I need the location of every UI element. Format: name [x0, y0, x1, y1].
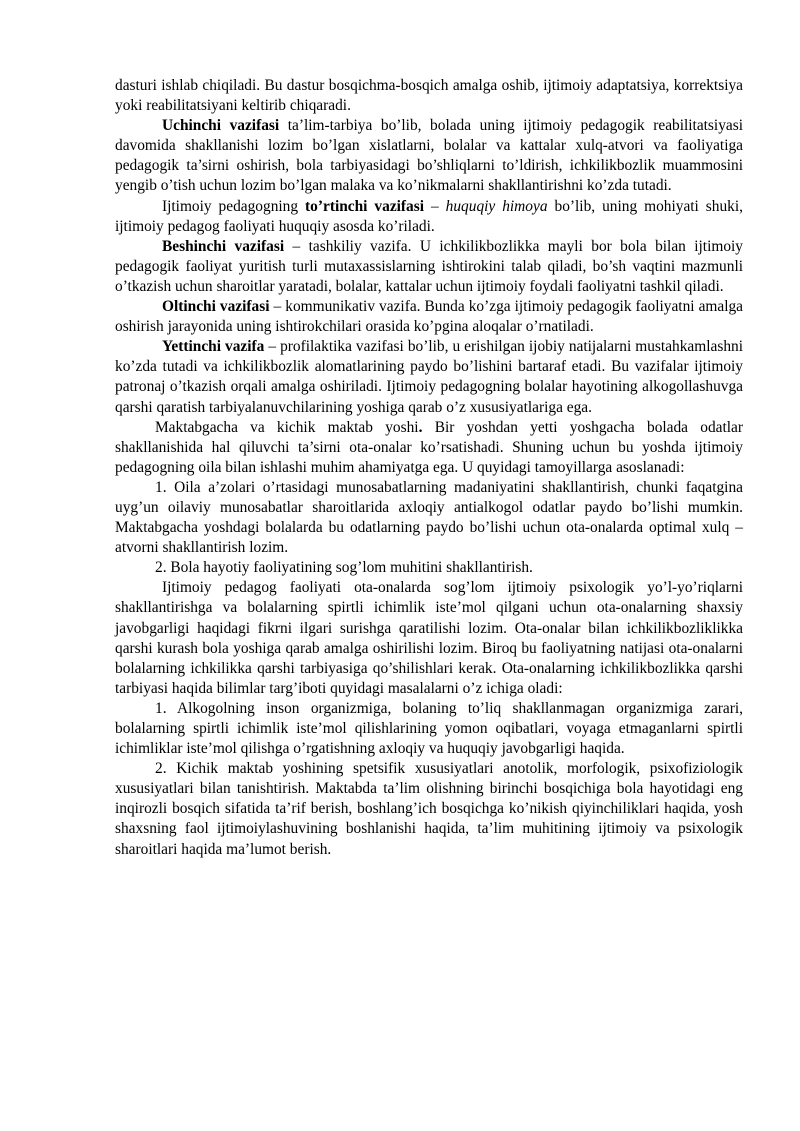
text-run: 2. Kichik maktab yoshining spetsifik xususiyatlari anotolik, morfologik, psixofiziologik xususiyatlari bilan tanishtirish. Maktabda ta’lim olishning birinchi bosqichiga bola hayotidagi eng inqirozli bosqich sifatida ta’rif berish, boshlang’ich bosqichga ko’nikish qiyinchiliklari haqida, yosh shaxsning faol ijtimoiylashuvining boshlanishi haqida, ta’lim muhitining ijtimoiy va psixologik sharoitlari haqida ma’lumot berish. — [115, 760, 743, 858]
paragraph — [115, 197, 743, 237]
paragraph — [115, 699, 743, 759]
paragraph — [115, 237, 743, 297]
text-run: 1. Alkogolning inson organizmiga, bolaning to’liq shakllanmagan organizmiga zarari, bolalarning spirtli ichimlik iste’mol qilishlarining yomon oqibatlari, voyaga etmaganlarni spirtli ichimliklar iste’mol qilishga o’rgatishning axloqiy va huquqiy javobgarligi haqida. — [115, 699, 743, 758]
paragraph — [115, 759, 743, 859]
paragraph — [115, 478, 743, 558]
paragraph — [115, 76, 743, 116]
paragraph — [115, 418, 743, 478]
text-run: 2. Bola hayotiy faoliyatining sog’lom muhitini shakllantirish. — [155, 559, 533, 577]
bold-text: . — [418, 418, 423, 436]
paragraph — [115, 578, 743, 699]
text-run: Ijtimoiy pedagog faoliyati ota-onalarda sog’lom ijtimoiy psixologik yo’l-yo’riqlarni shakllantirishga va bolalarning spirtli ichimlik iste’mol qilgani uchun ota-onalarning shaxsiy javobgarligi haqidagi fikrni ilgari surishga qaratilishi lozim. Ota-onalar bilan ichkilikbozliklikka qarshi kurash bola yoshiga qarab amalga oshirilishi lozim. Biroq bu faoliyatning natijasi ota-onalarni bolalarning ichkilikka qarshi tarbiyasiga qo’shilishlari kerak. Ota-onalarning ichkilikbozlikka qarshi tarbiyasi haqida bilimlar targ’iboti quyidagi masalalarni o’z ichiga oladi: — [115, 579, 743, 697]
text-run: Maktabgacha va kichik maktab yoshi — [155, 418, 419, 436]
italic-text: huquqiy himoya — [445, 197, 548, 215]
bold-text: Beshinchi vazifasi — [162, 237, 285, 255]
text-run: – profilaktika vazifasi bo’lib, u erishilgan ijobiy natijalarni mustahkamlashni ko’zda tutadi va ichkilikbozlik alomatlarining paydo bo’lishini bartaraf etadi. Bu vazifalar ijtimoiy patronaj o’tkazish orqali amalga oshiriladi. Ijtimoiy pedagogning bolalar hayotining alkogollashuvga qarshi qaratish tarbiyalanuvchilarining yoshiga qarab o’z xususiyatlariga ega. — [115, 338, 743, 416]
text-run: – kommunikativ vazifa. Bunda ko’zga ijtimoiy pedagogik faoliyatni amalga oshirish jarayonida uning ishtirokchilari orasida ko’pgina aloqalar o’rnatiladi. — [115, 298, 744, 336]
bold-text: Uchinchi vazifasi — [162, 117, 280, 135]
text-run: Ijtimoiy pedagogning — [162, 197, 306, 215]
text-run: dasturi ishlab chiqiladi. Bu dastur bosqichma-bosqich amalga oshib, ijtimoiy adaptatsiya, korrektsiya yoki reabilitatsiyani keltirib chiqaradi. — [115, 77, 743, 115]
text-run: – — [424, 197, 446, 215]
text-run: ta’lim-tarbiya bo’lib, bolada uning ijtimoiy pedagogik reabilitatsiyasi davomida shakllanishi lozim bo’lgan xislatlarni, bolalar va kattalar xulq-atvori va faoliyatiga pedagogik ta’sirni oshirish, bola tarbiyasidagi bo’shliqlarni to’ldirish, ichkilikbozlik muammosini yengib o’tish uchun lozim bo’lgan malaka va ko’nikmalarni shakllantirishni ko’zda tutadi. — [115, 117, 743, 195]
paragraph — [115, 337, 743, 417]
paragraph — [115, 116, 743, 196]
text-run: 1. Oila a’zolari o’rtasidagi munosabatlarning madaniyatini shakllantirish, chunki faqatgina uyg’un oilaviy munosabatlar sharoitlarida axloqiy antialkogol odatlar paydo bo’lishi mumkin. Maktabgacha yoshdagi bolalarda bu odatlarning paydo bo’lishi uchun ota-onalarda optimal xulq – atvorni shakllantirish lozim. — [115, 478, 743, 557]
text-run: – tashkiliy vazifa. U ichkilikbozlikka mayli bor bola bilan ijtimoiy pedagogik faoliyat yuritish turli mutaxassislarning ishtirokini talab qiladi, bo’sh vaqtini mazmunli o’tkazish uchun sharoitlar yaratadi, bolalar, kattalar uchun ijtimoiy foydali faoliyatni tashkil qiladi. — [115, 237, 743, 295]
paragraph — [115, 297, 743, 337]
paragraph — [115, 558, 743, 578]
bold-text: Oltinchi vazifasi — [162, 298, 270, 316]
text-run: Bir yoshdan yetti yoshgacha bolada odatlar shakllanishida hal qiluvchi ta’sirni ota-onalar ko’rsatishadi. Shuning uchun bu yoshda ijtimoiy pedagogning oila bilan ishlashi muhim ahamiyatga ega. U quyidagi tamoyillarga asoslanadi: — [115, 418, 744, 476]
document-page — [115, 76, 743, 860]
bold-text: Yettinchi vazifa — [162, 338, 265, 356]
text-run: bo’lib, uning mohiyati shuki, ijtimoiy pedagog faoliyati huquqiy asosda ko’riladi. — [115, 197, 743, 235]
bold-text: to’rtinchi vazifasi — [305, 197, 425, 215]
